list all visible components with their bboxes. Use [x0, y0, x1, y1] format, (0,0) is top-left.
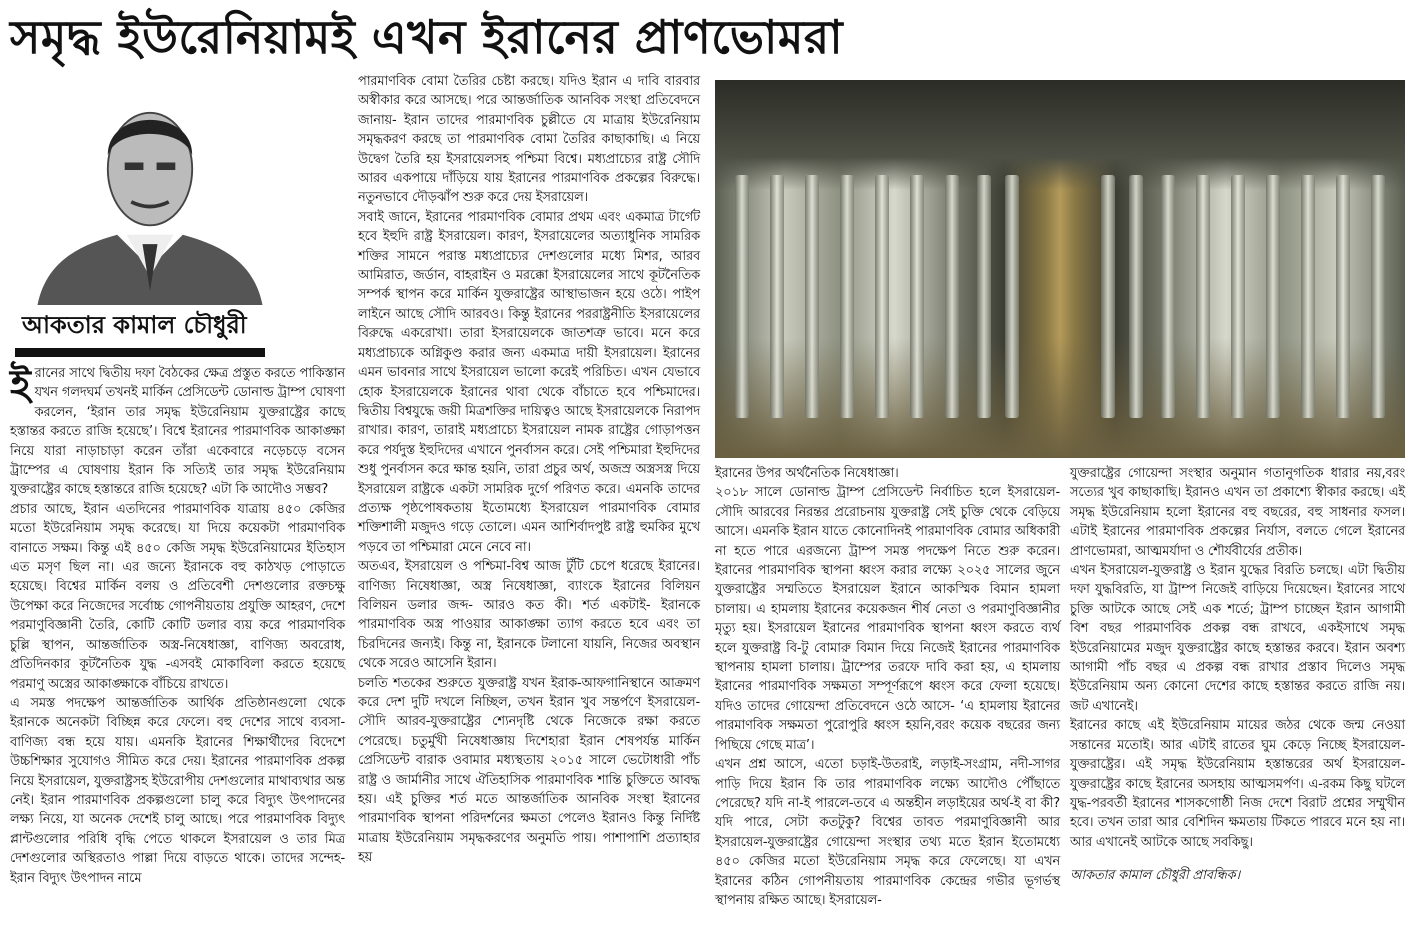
paragraph: এখন ইসরায়েল-যুক্তরাষ্ট্র ও ইরান যুদ্ধের বিরতি চলছে। এটা দ্বিতীয় দফা যুদ্ধবিরতি, যা ট্রাম্প নিজেই বাড়িয়ে দিয়েছেন। ইরানের সাথে চুক্তি আটকে আছে সেই এক শর্তে; ট্রাম্প চাচ্ছেন ইরান আগামী বিশ বছর পারমাণবিক প্রকল্প বন্ধ রাখবে, একইসাথে সমৃদ্ধ ইউরেনিয়ামের মজুদ যুক্তরাষ্ট্রের কাছে হস্তান্তর করবে। ইরান অবশ্য আগামী পাঁচ বছর এ প্রকল্প বন্ধ রাখার প্রস্তাব দিলেও সমৃদ্ধ ইউরেনিয়াম অন্য কোনো দেশের কাছে হস্তান্তর করতে রাজি নয়। জট এখানেই। [1070, 563, 1405, 714]
author-portrait [20, 80, 280, 305]
paragraph: প্রচার আছে, ইরান এতদিনের পারমাণবিক যাত্রায় ৪৫০ কেজির মতো ইউরেনিয়াম সমৃদ্ধ করেছে। যা দিয়ে কয়েকটা পারমাণবিক বানাতে সক্ষম। কিন্তু এই ৪৫০ কেজি সমৃদ্ধ ইউরেনিয়ামের ইতিহাস এত মসৃণ ছিল না। এর জন্যে ইরানকে বহু কাঠখড় পোড়াতে হয়েছে। বিশ্বের মার্কিন বলয় ও প্রতিবেশী দেশগুলোর রক্তচক্ষু উপেক্ষা করে নিজেদের সর্বোচ্চ গোপনীয়তায় প্রযুক্তি আহরণ, দেশে পরমাণুবিজ্ঞানী তৈরি, কোটি কোটি ডলার ব্যয় করে পারমাণবিক চুল্লি স্থাপন, আন্তর্জাতিক অস্ত্র-নিষেধাজ্ঞা, বাণিজ্য অবরোধ, প্রতিদিনকার কূটনৈতিক যুদ্ধ -এসবই মোকাবিলা করতে হয়েছে পরমাণু অস্ত্রের আকাঙ্ক্ষাকে বাঁচিয়ে রাখতে। [10, 501, 345, 692]
centrifuge-hall-photo [715, 80, 1405, 458]
author-byline: আকতার কামাল চৌধুরী [22, 311, 247, 339]
paragraph: এখন প্রশ্ন আসে, এতো চড়াই-উতরাই, লড়াই-সংগ্রাম, নদী-সাগর পাড়ি দিয়ে ইরান কি তার পারমাণবিক লক্ষ্যে আদৌও পৌঁছাতে পেরেছে? যদি না-ই পারলে-তবে এ অন্তহীন লড়াইয়ের অর্থ-ই বা কী? যদি পারে, সেটা কতটুকু? বিশ্বের তাবত পরমাণুবিজ্ঞানী আর ইসরায়েল-যুক্তরাষ্ট্রের গোয়েন্দা সংস্থার তথ্য মতে ইরান ইতোমধ্যে ৪৫০ কেজির মতো ইউরেনিয়াম সমৃদ্ধ করে ফেলেছে। যা এখন ইরানের কঠিন গোপনীয়তায় পারমাণবিক কেন্দ্রের গভীর ভূগর্ভস্থ স্থাপনায় রক্ষিত আছে। ইসরায়েল- [715, 757, 1060, 908]
drop-cap: ই [10, 362, 31, 408]
paragraph: ২০১৮ সালে ডোনাল্ড ট্রাম্প প্রেসিডেন্ট নির্বাচিত হলে ইসরায়েল-সৌদি আরবের নিরন্তর প্ররোচনায় যুক্তরাষ্ট্র সেই চুক্তি থেকে বেড়িয়ে আসে। এমনকি ইরান যাতে কোনোদিনই পারমাণবিক বোমার অধিকারী না হতে পারে এরজন্যে ট্রাম্প সমস্ত পদক্ষেপ নিতে শুরু করেন। ইরানের পারমাণবিক স্থাপনা ধ্বংস করার লক্ষ্যে ২০২৫ সালের জুনে যুক্তরাষ্ট্রের সম্মতিতে ইসরায়েল ইরানে আকস্মিক বিমান হামলা চালায়। এ হামলায় ইরানের কয়েকজন শীর্ষ নেতা ও পরমাণুবিজ্ঞানীর মৃত্যু হয়। ইসরায়েল ইরানের পারমাণবিক স্থাপনা ধ্বংস করতে ব্যর্থ হলে যুক্তরাষ্ট্র বি-টু বোমারু বিমান দিয়ে নিজেই ইরানের পারমাণবিক স্থাপনায় হামলা চালায়। ট্রাম্পের তরফে দাবি করা হয়, এ হামলায় ইরানের পারমাণবিক সক্ষমতা সম্পূর্ণরূপে ধ্বংস করে ফেলা হয়েছে। যদিও তাদের গোয়েন্দা প্রতিবেদনে ওঠে আসে- ‘এ হামলায় ইরানের পারমাণবিক সক্ষমতা পুরোপুরি ধ্বংস হয়নি,বরং কয়েক বছরের জন্য পিছিয়ে গেছে মাত্র’। [715, 485, 1060, 753]
author-signoff: আকতার কামাল চৌধুরী প্রাবন্ধিক। [1070, 868, 1240, 884]
paragraph: এ সমস্ত পদক্ষেপ আন্তর্জাতিক আর্থিক প্রতিষ্ঠানগুলো থেকে ইরানকে অনেকটা বিচ্ছিন্ন করে ফেলে। বহু দেশের সাথে ব্যবসা-বাণিজ্য বন্ধ হয়ে যায়। এমনকি ইরানের শিক্ষার্থীদের বিদেশে উচ্চশিক্ষার সুযোগও সীমিত করে দেয়। ইরানের পারমাণবিক প্রকল্প নিয়ে ইসরায়েল, যুক্তরাষ্ট্রসহ ইউরোপীয় দেশগুলোর মাথাব্যথার অন্ত নেই। ইরান পারমাণবিক প্রকল্পগুলো চালু করে বিদ্যুৎ উৎপাদনের লক্ষ্য নিয়ে, যা অনেক দেশেই চালু আছে। পরে পারমাণবিক বিদ্যুৎ প্লান্টগুলোর পরিধি বৃদ্ধি পেতে থাকলে ইসরায়েল ও তার মিত্র দেশগুলোর অস্থিরতাও পাল্লা দিয়ে বাড়তে থাকে। তাদের সন্দেহ- ইরান বিদ্যুৎ উৎপাদন নামে [10, 695, 345, 886]
byline-rule [15, 348, 265, 357]
paragraph: অতএব, ইসরায়েল ও পশ্চিমা-বিশ্ব আজ টুঁটি চেপে ধরেছে ইরানের। বাণিজ্য নিষেধাজ্ঞা, অস্ত্র নিষেধাজ্ঞা, ব্যাংকে ইরানের বিলিয়ন বিলিয়ন ডলার জব্দ- আরও কত কী। শর্ত একটাই- ইরানকে পারমাণবিক অস্ত্র পাওয়ার আকাঙ্ক্ষা ত্যাগ করতে হবে এবং তা চিরদিনের জন্যই। কিন্তু না, ইরানকে টলানো যায়নি, নিজের অবস্থান থেকে সরেও আসেনি ইরান। [358, 559, 700, 672]
column-2 [358, 72, 700, 868]
paragraph: ইরানের কাছে এই ইউরেনিয়াম মায়ের জঠর থেকে জন্ম নেওয়া সন্তানের মতোই। আর এটাই রাতের ঘুম কেড়ে নিচ্ছে ইসরায়েল-যুক্তরাষ্ট্রের। এই সমৃদ্ধ ইউরেনিয়াম হস্তান্তরের অর্থ ইসরায়েল-যুক্তরাষ্ট্রের কাছে ইরানের অসহায় আত্মসমর্পণ। এ-রকম কিছু ঘটলে যুদ্ধ-পরবর্তী ইরানের শাসকগোষ্ঠী নিজ দেশে বিরাট প্রশ্নের সম্মুখীন হবে। তখন তারা আর বেশিদিন ক্ষমতায় টিকতে পারবে মনে হয় না। আর এখানেই আটকে আছে সবকিছু। [1070, 718, 1405, 850]
paragraph: ইরানের সাথে দ্বিতীয় দফা বৈঠকের ক্ষেত্র প্রস্তুত করতে পাকিস্তান যখন গলদঘর্ম তখনই মার্কিন প্রেসিডেন্ট ডোনাল্ড ট্রাম্প ঘোষণা করলেন, ‘ইরান তার সমৃদ্ধ ইউরেনিয়াম যুক্তরাষ্ট্রের কাছে হস্তান্তর করতে রাজি হয়েছে’। বিশ্বে ইরানের পারমাণবিক আকাঙ্ক্ষা নিয়ে যারা নাড়াচাড়া করেন তাঁরা একেবারে নড়েচড়ে বসেন ট্রাম্পের এ ঘোষণায় ইরান কি সত্যিই তার সমৃদ্ধ ইউরেনিয়াম যুক্তরাষ্ট্রের কাছে হস্তান্তরে রাজি হয়েছে? এটা কি আদৌও সম্ভব? [10, 362, 345, 498]
column-3 [715, 464, 1060, 910]
paragraph: ইরানের উপর অর্থনৈতিক নিষেধাজ্ঞা। [715, 466, 899, 481]
column-4 [1070, 464, 1405, 886]
paragraph: সবাই জানে, ইরানের পারমাণবিক বোমার প্রথম এবং একমাত্র টার্গেট হবে ইহুদি রাষ্ট্র ইসরায়েল। কারণ, ইসরায়েলের অত্যাধুনিক সামরিক শক্তির সামনে পরাস্ত মধ্যপ্রাচ্যের দেশগুলোর মধ্যে মিশর, আরব আমিরাত, জর্ডান, বাহরাইন ও মরক্কো ইসরায়েলের সাথে কূটনৈতিক সম্পর্ক স্থাপন করে মার্কিন যুক্তরাষ্ট্রের আস্থাভাজন হয়ে ওঠে। পাইপ লাইনে আছে সৌদি আরবও। কিন্তু ইরানের পররাষ্ট্রনীতি ইসরায়েলের বিরুদ্ধে একরোখা। তারা ইসরায়েলকে জাতশত্রু ভাবে। মনে করে মধ্যপ্রাচ্যকে অগ্নিকুণ্ড করার জন্য একমাত্র দায়ী ইসরায়েল। ইরানের এমন ভাবনার সাথে ইসরায়েল ভালো করেই পরিচিত। এখন যেভাবে হোক ইসরায়েলকে ইরানের থাবা থেকে বাঁচাতে হবে পশ্চিমাদের। দ্বিতীয় বিশ্বযুদ্ধে জয়ী মিত্রশক্তির দায়িত্বও আছে ইসরায়েলকে নিরাপদ রাখার। কারণ, তারাই মধ্যপ্রাচ্যে ইসরায়েল নামক রাষ্ট্রের গোড়াপত্তন করে পর্যদুস্ত ইহুদিদের এখানে পুনর্বাসন করে। সেই পশ্চিমারা ইহুদিদের শুধু পুনর্বাসন করে ক্ষান্ত হয়নি, তারা প্রচুর অর্থ, অজস্র অস্ত্রসস্ত্র দিয়ে ইসরায়েল রাষ্ট্রকে একটা সামরিক দুর্গে পরিণত করে। এমনকি তাদের প্রত্যক্ষ পৃষ্ঠপোষকতায় ইতোমধ্যে ইসরায়েল পারমাণবিক বোমার শক্তিশালী মজুদও গড়ে তোলে। এমন আশির্বাদপুষ্ট রাষ্ট্র হুমকির মুখে পড়বে তা পশ্চিমারা মেনে নেবে না। [358, 209, 700, 555]
headline: সমৃদ্ধ ইউরেনিয়ামই এখন ইরানের প্রাণভোমরা [10, 10, 844, 64]
paragraph: যুক্তরাষ্ট্রের গোয়েন্দা সংস্থার অনুমান গতানুগতিক ধারার নয়,বরং সত্যের খুব কাছাকাছি। ইরানও এখন তা প্রকাশ্যে স্বীকার করছে। এই সমৃদ্ধ ইউরেনিয়াম হলো ইরানের বহু বছরের, বহু সাধনার ফসল। এটাই ইরানের পারমাণবিক প্রকল্পের নির্যাস, বলতে গেলে ইরানের প্রাণভোমরা, আত্মমর্যাদা ও শৌর্যবীর্যের প্রতীক। [1070, 466, 1405, 559]
paragraph: পারমাণবিক বোমা তৈরির চেষ্টা করছে। যদিও ইরান এ দাবি বারবার অস্বীকার করে আসছে। পরে আন্তর্জাতিক আনবিক সংস্থা প্রতিবেদনে জানায়- ইরান তাদের পারমাণবিক চুল্লীতে যে মাত্রায় ইউরেনিয়াম সমৃদ্ধকরণ করছে তা পারমাণবিক বোমা তৈরির কাছাকাছি। এ নিয়ে উদ্বেগ তৈরি হয় ইসরায়েলসহ পশ্চিমা বিশ্বে। মধ্যপ্রাচ্যের রাষ্ট্র সৌদি আরব একপায়ে দাঁড়িয়ে যায় ইরানের পারমাণবিক প্রকল্পের বিরুদ্ধে। নতুনভাবে দৌড়ঝাঁপ শুরু করে দেয় ইসরায়েল। [358, 74, 700, 206]
paragraph: চলতি শতকের শুরুতে যুক্তরাষ্ট্র যখন ইরাক-আফগানিস্থানে আক্রমণ করে দেশ দুটি দখলে নিচ্ছিল, তখন ইরান খুব সন্তর্পণে ইসরায়েল-সৌদি আরব-যুক্তরাষ্ট্রের শ্যেনদৃষ্টি থেকে নিজেকে রক্ষা করতে পেরেছে। চতুর্মুখী নিষেধাজ্ঞায় দিশেহারা ইরান শেষপর্যন্ত মার্কিন প্রেসিডেন্ট বারাক ওবামার মধ্যস্থতায় ২০১৫ সালে ভেটোধারী পাঁচ রাষ্ট্র ও জার্মানীর সাথে ঐতিহাসিক পারমাণবিক শান্তি চুক্তিতে আবদ্ধ হয়। এই চুক্তির শর্ত মতে আন্তর্জাতিক আনবিক সংস্থা ইরানের পারমাণবিক স্থাপনা পরিদর্শনের ক্ষমতা পেলেও ইরানও কিন্তু নির্দিষ্ট মাত্রায় ইউরেনিয়াম সমৃদ্ধকরণের অনুমতি পায়। পাশাপাশি প্রত্যাহার হয় [358, 675, 700, 866]
column-1 [10, 364, 345, 888]
